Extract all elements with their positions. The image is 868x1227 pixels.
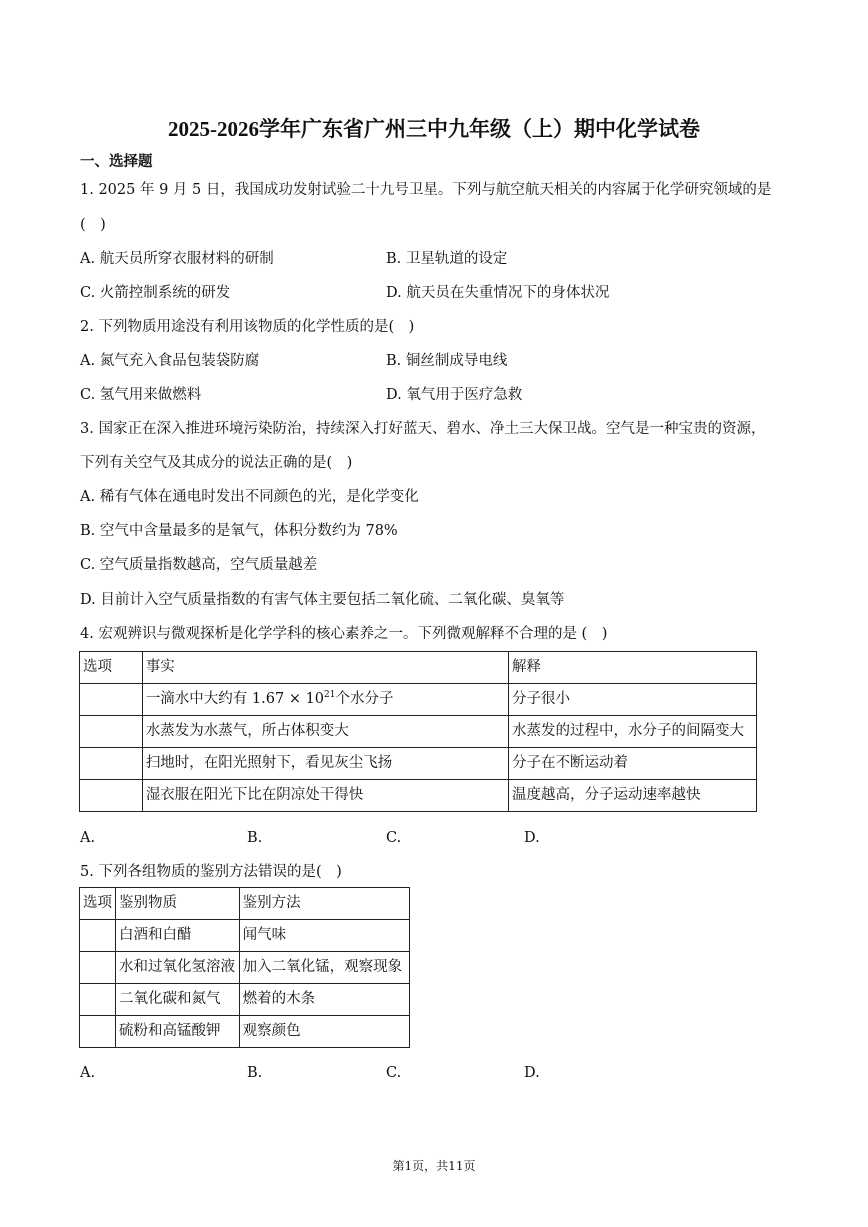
q1-stem-line2: ( )	[80, 217, 106, 233]
option-cell	[80, 1016, 116, 1048]
fact-cell: 水蒸发为水蒸气，所占体积变大	[142, 716, 508, 748]
fact-text: 一滴水中大约有 1.67 × 10	[145, 691, 325, 707]
header-method: 鉴别方法	[239, 888, 409, 920]
header-option: 选项	[80, 888, 116, 920]
table-header-row	[80, 888, 410, 920]
table-header-row	[80, 652, 757, 684]
q1-option-d: D. 航天员在失重情况下的身体状况	[386, 285, 610, 301]
header-substance: 鉴别物质	[116, 888, 240, 920]
substance-cell: 水和过氧化氢溶液	[116, 952, 240, 984]
option-cell	[80, 952, 116, 984]
method-cell: 加入二氧化锰，观察现象	[239, 952, 409, 984]
q4-stem: 4. 宏观辨识与微观探析是化学学科的核心素养之一。下列微观解释不合理的是 ( )	[80, 626, 608, 642]
section-heading: 一、选择题	[80, 153, 153, 170]
substance-cell: 二氧化碳和氮气	[116, 984, 240, 1016]
q3-option-a: A. 稀有气体在通电时发出不同颜色的光，是化学变化	[80, 489, 419, 505]
q2-option-a: A. 氮气充入食品包装袋防腐	[80, 353, 260, 369]
explain-cell: 温度越高，分子运动速率越快	[509, 780, 757, 812]
explain-cell: 分子在不断运动着	[509, 748, 757, 780]
q5-choice-a: A.	[80, 1065, 96, 1081]
option-cell	[80, 748, 143, 780]
q5-choice-c: C.	[386, 1065, 402, 1081]
option-cell	[80, 780, 143, 812]
q2-option-d: D. 氧气用于医疗急救	[386, 387, 523, 403]
option-cell	[80, 984, 116, 1016]
q5-choice-b: B.	[247, 1065, 263, 1081]
q4-choice-a: A.	[80, 830, 96, 846]
q4-table	[79, 651, 757, 812]
option-cell	[80, 920, 116, 952]
table-row	[80, 1016, 410, 1048]
table-row	[80, 984, 410, 1016]
substance-cell: 硫粉和高锰酸钾	[116, 1016, 240, 1048]
table-row	[80, 684, 757, 716]
q3-option-b: B. 空气中含量最多的是氧气，体积分数约为 78%	[80, 523, 398, 539]
option-cell	[80, 684, 143, 716]
table-row	[80, 952, 410, 984]
q4-choice-c: C.	[386, 830, 402, 846]
q3-option-c: C. 空气质量指数越高，空气质量越差	[80, 557, 318, 573]
method-cell: 闻气味	[239, 920, 409, 952]
table-row	[80, 780, 757, 812]
fact-text-tail: 个水分子	[335, 691, 394, 707]
page-title: 2025-2026学年广东省广州三中九年级（上）期中化学试卷	[168, 117, 700, 141]
q4-choice-b: B.	[247, 830, 263, 846]
q5-stem: 5. 下列各组物质的鉴别方法错误的是( )	[80, 864, 342, 880]
q4-choice-d: D.	[524, 830, 540, 846]
q1-stem-line1: 1. 2025 年 9 月 5 日，我国成功发射试验二十九号卫星。下列与航空航天相关的内容属于化学研究领域的是	[80, 182, 772, 198]
q2-option-b: B. 铜丝制成导电线	[386, 353, 508, 369]
table-row	[80, 716, 757, 748]
q1-option-a: A. 航天员所穿衣服材料的研制	[80, 251, 274, 267]
fact-cell: 湿衣服在阳光下比在阴凉处干得快	[142, 780, 508, 812]
fact-cell: 扫地时，在阳光照射下，看见灰尘飞扬	[142, 748, 508, 780]
table-row	[80, 920, 410, 952]
explain-cell: 分子很小	[509, 684, 757, 716]
method-cell: 燃着的木条	[239, 984, 409, 1016]
substance-cell: 白酒和白醋	[116, 920, 240, 952]
table-row	[80, 748, 757, 780]
page-footer: 第1页，共11页	[392, 1159, 476, 1173]
q1-option-b: B. 卫星轨道的设定	[386, 251, 508, 267]
q1-option-c: C. 火箭控制系统的研发	[80, 285, 231, 301]
header-fact: 事实	[142, 652, 508, 684]
q5-choice-d: D.	[524, 1065, 540, 1081]
fact-cell	[142, 684, 508, 716]
exponent: 21	[324, 690, 336, 701]
header-explain: 解释	[509, 652, 757, 684]
header-option: 选项	[80, 652, 143, 684]
q2-option-c: C. 氢气用来做燃料	[80, 387, 202, 403]
q2-stem: 2. 下列物质用途没有利用该物质的化学性质的是( )	[80, 319, 415, 335]
explain-cell: 水蒸发的过程中，水分子的间隔变大	[509, 716, 757, 748]
q3-stem-line2: 下列有关空气及其成分的说法正确的是( )	[80, 455, 353, 471]
option-cell	[80, 716, 143, 748]
q5-table	[79, 887, 410, 1048]
q3-option-d: D. 目前计入空气质量指数的有害气体主要包括二氧化硫、二氧化碳、臭氧等	[80, 592, 565, 608]
method-cell: 观察颜色	[239, 1016, 409, 1048]
q3-stem-line1: 3. 国家正在深入推进环境污染防治，持续深入打好蓝天、碧水、净土三大保卫战。空气是一种宝贵的资源，	[80, 421, 766, 437]
